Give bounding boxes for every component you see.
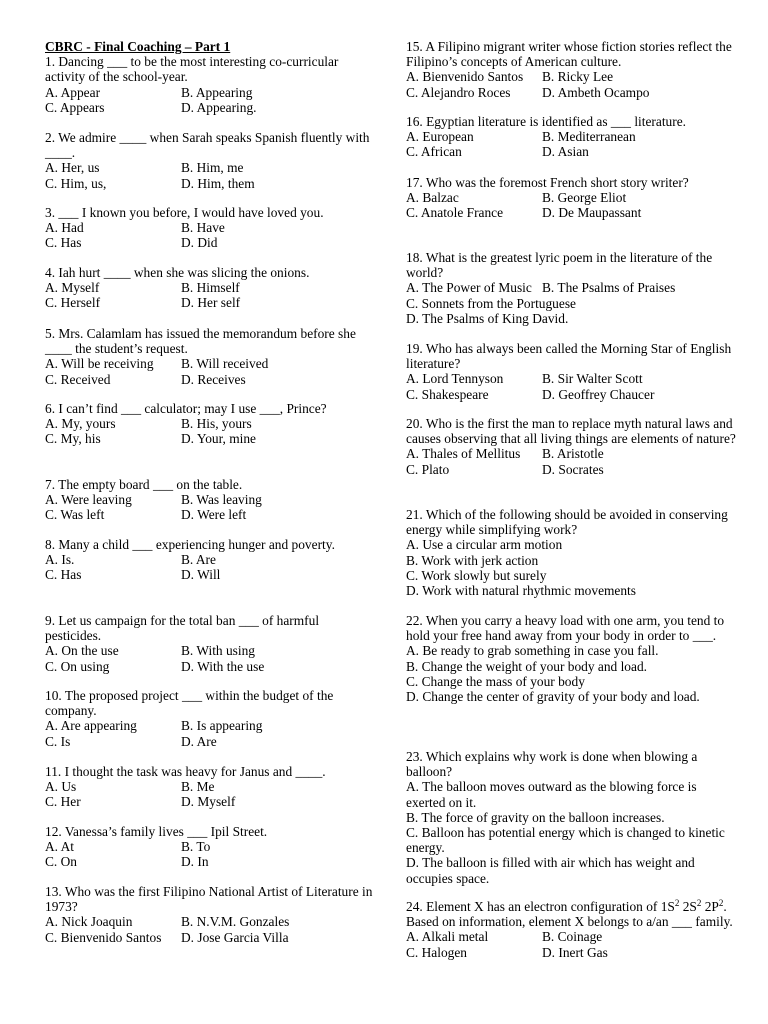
option-d: D. Her self (181, 295, 241, 311)
option-d: D. The Psalms of King David. (406, 310, 569, 326)
option-c: C. Appears (45, 99, 105, 115)
option-d: D. Work with natural rhythmic movements (406, 583, 636, 599)
option-d: D. Him, them (181, 175, 255, 191)
options (45, 643, 375, 673)
option-b: B. Was leaving (181, 492, 262, 508)
question-19 (406, 341, 736, 402)
question-stem: 7. The empty board ___ on the table. (45, 477, 243, 492)
option-a: A. Balzac (406, 190, 459, 206)
question-stem: 23. Which explains why work is done when blowing a balloon? (406, 749, 698, 780)
option-b: B. Are (181, 552, 216, 568)
option-d: D. Myself (181, 794, 236, 810)
option-c: C. Herself (45, 295, 101, 311)
question-11 (45, 764, 375, 810)
option-b: B. Work with jerk action (406, 552, 539, 568)
option-d: D. In (181, 854, 209, 870)
option-b: B. Change the weight of your body and load. (406, 658, 647, 674)
option-a: A. Were leaving (45, 492, 132, 508)
question-stem: 12. Vanessa’s family lives ___ Ipil Street. (45, 824, 268, 839)
option-c: C. Has (45, 567, 82, 583)
options (406, 779, 736, 885)
options (45, 839, 375, 869)
option-a: A. The Power of Music (406, 280, 532, 296)
option-d: D. Your, mine (181, 431, 256, 447)
options (406, 129, 736, 159)
question-4 (45, 265, 375, 311)
options (406, 537, 736, 598)
option-b: B. Him, me (181, 160, 244, 176)
option-b: B. To (181, 839, 211, 855)
option-a: A. Will be receiving (45, 356, 154, 372)
option-a: A. Myself (45, 280, 100, 296)
option-a: A. Is. (45, 552, 75, 568)
question-stem: 16. Egyptian literature is identified as ___ literature. (406, 114, 687, 129)
options (406, 371, 736, 401)
question-stem: 5. Mrs. Calamlam has issued the memorandum before she ____ the student’s request. (45, 326, 356, 357)
document-header: CBRC - Final Coaching – Part 1 (45, 39, 231, 54)
options (45, 85, 375, 115)
option-b: B. Mediterranean (542, 129, 636, 145)
question-10 (45, 688, 375, 749)
option-b: B. Is appearing (181, 718, 263, 734)
options (45, 356, 375, 386)
option-c: C. Balloon has potential energy which is changed to kinetic energy. (406, 825, 725, 856)
options (406, 190, 736, 220)
question-stem: 4. Iah hurt ____ when she was slicing the onions. (45, 265, 310, 280)
option-d: D. Are (181, 733, 217, 749)
question-stem: 11. I thought the task was heavy for Janus and ____. (45, 764, 326, 779)
question-20 (406, 416, 736, 477)
option-d: D. De Maupassant (542, 205, 642, 221)
question-9 (45, 613, 375, 674)
option-a: A. Use a circular arm motion (406, 537, 563, 553)
option-a: A. Nick Joaquin (45, 914, 133, 930)
option-b: B. Coinage (542, 929, 603, 945)
option-d: D. Appearing. (181, 99, 257, 115)
option-d: D. Change the center of gravity of your body and load. (406, 689, 700, 705)
option-b: B. Have (181, 220, 225, 236)
question-12 (45, 824, 375, 870)
option-a: A. Her, us (45, 160, 100, 176)
options (45, 779, 375, 809)
option-d: D. Jose Garcia Villa (181, 929, 289, 945)
option-b: B. Sir Walter Scott (542, 371, 643, 387)
question-stem: 20. Who is the first the man to replace myth natural laws and causes observing that all living things are elements of nature? (406, 416, 736, 447)
options (45, 416, 375, 446)
stem-text: 2P (704, 899, 719, 914)
options (406, 280, 736, 295)
options (406, 446, 736, 476)
option-b: B. Will received (181, 356, 269, 372)
option-b: B. Aristotle (542, 446, 604, 462)
options (45, 280, 375, 310)
option-b: B. Me (181, 779, 215, 795)
option-c: C. Alejandro Roces (406, 84, 511, 100)
options (406, 929, 736, 959)
option-d: D. Socrates (542, 461, 604, 477)
option-c: C. Work slowly but surely (406, 567, 547, 583)
option-a: A. Appear (45, 84, 101, 100)
question-stem: 21. Which of the following should be avoided in conserving energy while simplifying work? (406, 507, 728, 538)
superscript: 2 (696, 898, 702, 908)
question-2 (45, 130, 375, 191)
question-24 (406, 899, 736, 960)
option-d: D. Ambeth Ocampo (542, 84, 650, 100)
question-stem (406, 899, 736, 929)
option-c: C. Bienvenido Santos (45, 929, 162, 945)
option-b: B. N.V.M. Gonzales (181, 914, 290, 930)
question-stem: 13. Who was the first Filipino National Artist of Literature in 1973? (45, 884, 373, 915)
question-18 (406, 250, 736, 326)
question-stem: 6. I can’t find ___ calculator; may I use ___, Prince? (45, 401, 327, 416)
option-a: A. Bienvenido Santos (406, 69, 524, 85)
question-7 (45, 477, 375, 523)
question-stem: 19. Who has always been called the Morning Star of English literature? (406, 341, 732, 372)
option-a: A. Had (45, 220, 84, 236)
option-c: C. Shakespeare (406, 386, 489, 402)
option-c: C. On (45, 854, 77, 870)
question-stem: 17. Who was the foremost French short story writer? (406, 175, 689, 190)
option-a: A. At (45, 839, 75, 855)
option-a: A. Alkali metal (406, 929, 489, 945)
option-c: C. Is (45, 733, 71, 749)
option-c: C. On using (45, 658, 110, 674)
question-1 (45, 39, 375, 115)
option-b: B. His, yours (181, 416, 252, 432)
options (406, 643, 736, 704)
option-d: D. Will (181, 567, 221, 583)
option-d: D. The balloon is filled with air which has weight and occupies space. (406, 855, 695, 886)
option-c: C. Sonnets from the Portuguese (406, 295, 576, 311)
option-a: A. On the use (45, 643, 119, 659)
question-5 (45, 326, 375, 387)
stem-text: . Based on information, element X belongs to a/an ___ family. (406, 899, 733, 930)
question-stem: 2. We admire ____ when Sarah speaks Spanish fluently with ____. (45, 130, 370, 161)
option-c: C. Anatole France (406, 205, 504, 221)
option-c: C. My, his (45, 431, 101, 447)
option-d: D. With the use (181, 658, 265, 674)
question-23 (406, 749, 736, 886)
option-c: C. Received (45, 371, 111, 387)
option-a: A. My, yours (45, 416, 116, 432)
options (406, 69, 736, 99)
question-3 (45, 205, 375, 251)
option-d: D. Did (181, 235, 218, 251)
option-b: B. The Psalms of Praises (542, 280, 676, 296)
question-stem: 10. The proposed project ___ within the budget of the company. (45, 688, 334, 719)
question-stem: 3. ___ I known you before, I would have loved you. (45, 205, 324, 220)
question-stem: 8. Many a child ___ experiencing hunger and poverty. (45, 537, 335, 552)
options (45, 220, 375, 250)
option-c: C. African (406, 144, 462, 160)
superscript: 2 (718, 898, 724, 908)
option-b: B. The force of gravity on the balloon increases. (406, 809, 665, 825)
options (45, 160, 375, 190)
option-a: A. Are appearing (45, 718, 137, 734)
question-6 (45, 401, 375, 447)
option-a: A. Be ready to grab something in case you fall. (406, 643, 659, 659)
option-c: C. Halogen (406, 944, 467, 960)
option-a: A. European (406, 129, 474, 145)
option-d: D. Inert Gas (542, 944, 608, 960)
question-17 (406, 175, 736, 221)
question-8 (45, 537, 375, 583)
question-stem: 1. Dancing ___ to be the most interesting co-curricular activity of the school-year. (45, 54, 339, 85)
options-continued (406, 296, 736, 326)
question-22 (406, 613, 736, 704)
option-c: C. Plato (406, 461, 450, 477)
option-b: B. George Eliot (542, 190, 627, 206)
stem-text: 24. Element X has an electron configuration of 1S (406, 899, 675, 914)
option-d: D. Were left (181, 507, 247, 523)
stem-text: 2S (682, 899, 697, 914)
question-21 (406, 507, 736, 598)
option-a: A. The balloon moves outward as the blowing force is exerted on it. (406, 779, 697, 810)
option-b: B. With using (181, 643, 255, 659)
options (45, 914, 375, 944)
option-a: A. Lord Tennyson (406, 371, 504, 387)
options (45, 718, 375, 748)
options (45, 552, 375, 582)
question-15 (406, 39, 736, 100)
question-stem: 18. What is the greatest lyric poem in the literature of the world? (406, 250, 713, 281)
option-d: D. Receives (181, 371, 246, 387)
option-c: C. Her (45, 794, 81, 810)
question-stem: 22. When you carry a heavy load with one arm, you tend to hold your free hand away from your body in order to ___. (406, 613, 725, 644)
question-stem: 15. A Filipino migrant writer whose fiction stories reflect the Filipino’s concepts of American culture. (406, 39, 732, 70)
option-d: D. Geoffrey Chaucer (542, 386, 655, 402)
option-a: A. Thales of Mellitus (406, 446, 521, 462)
options (45, 492, 375, 522)
question-13 (45, 884, 375, 945)
option-b: B. Appearing (181, 84, 253, 100)
option-d: D. Asian (542, 144, 589, 160)
option-c: C. Was left (45, 507, 105, 523)
question-16 (406, 114, 736, 160)
option-b: B. Ricky Lee (542, 69, 614, 85)
option-c: C. Has (45, 235, 82, 251)
superscript: 2 (674, 898, 680, 908)
option-a: A. Us (45, 779, 77, 795)
option-b: B. Himself (181, 280, 240, 296)
option-c: C. Change the mass of your body (406, 673, 585, 689)
question-stem: 9. Let us campaign for the total ban ___ of harmful pesticides. (45, 613, 320, 644)
option-c: C. Him, us, (45, 175, 107, 191)
